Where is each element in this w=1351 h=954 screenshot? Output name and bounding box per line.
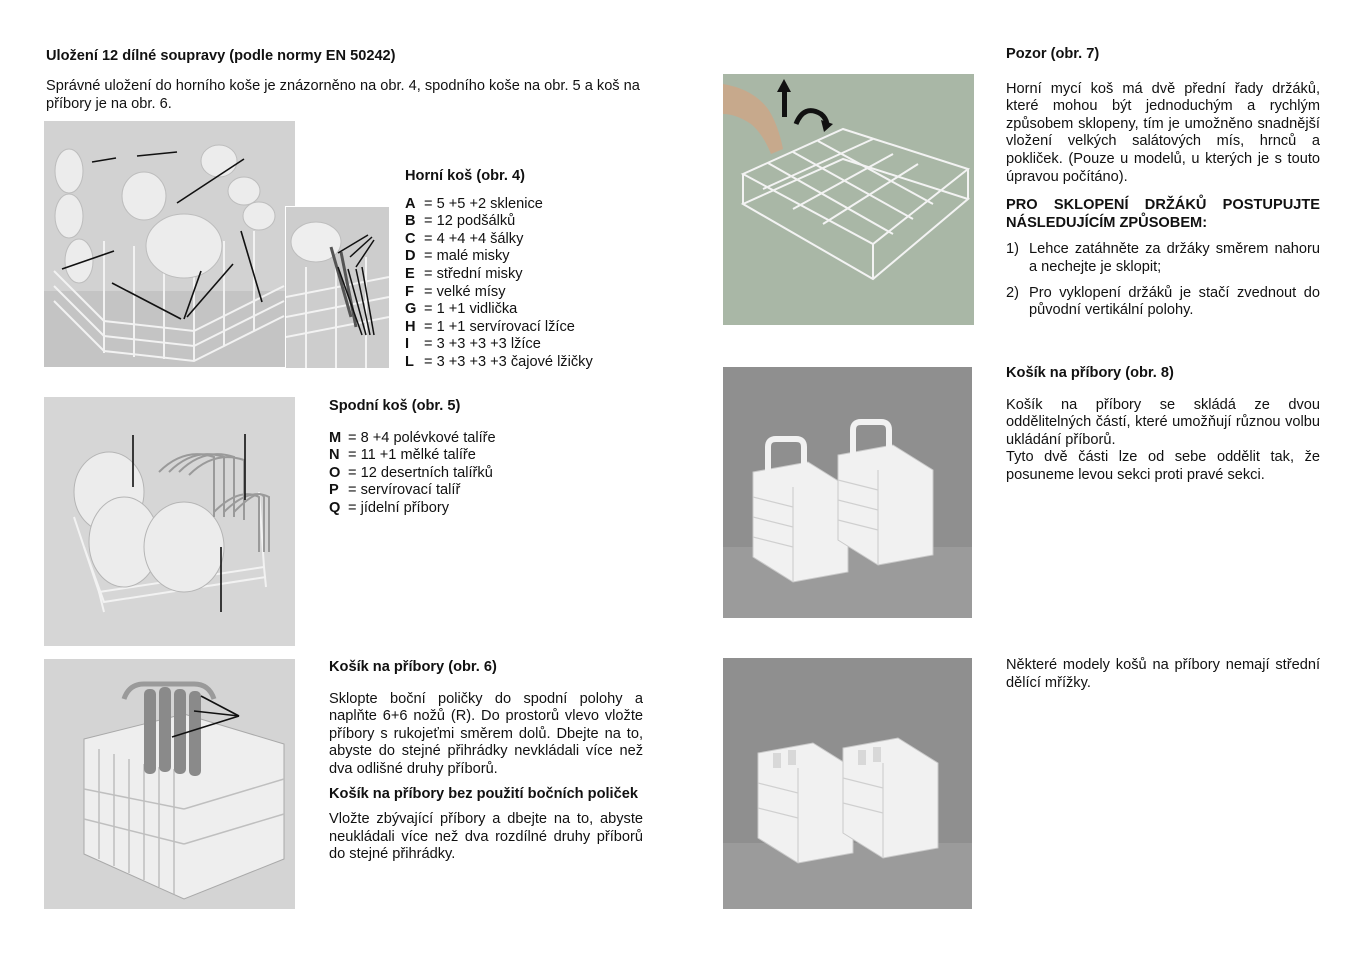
legend-item: D = malé misky [405,248,510,265]
legend-item: M = 8 +4 polévkové talíře [329,429,496,446]
instruction-heading: PRO SKLOPENÍ DRŽÁKŮ POSTUPUJTE NÁSLEDUJÍCÍM ZPŮSOBEM: [1006,197,1320,231]
upper-rack-heading: Horní koš (obr. 4) [405,168,526,184]
legend-item: O = 12 desertních talířků [329,464,493,481]
step-item: 1) Lehce zatáhněte za držáky směrem nahoru a nechejte je sklopit; [1006,241,1320,275]
legend-item: A = 5 +5 +2 sklenice [405,195,543,212]
upper-rack-legend [405,168,655,372]
legend-item: Q = jídelní příbory [329,499,449,516]
cutlery-basket-no-grid-photo [723,658,972,909]
caution-section [1006,46,1320,320]
cutlery-basket-parts-photo [723,367,972,618]
legend-item: P = servírovací talíř [329,482,461,499]
legend-item: G = 1 +1 vidlička [405,301,518,318]
basket-heading: Košík na příbory (obr. 8) [1006,365,1174,381]
upper-rack-inset-photo [285,206,390,369]
cutlery-sub-paragraph: Vložte zbývající příbory a dbejte na to, abyste neukládali více než dva rozdílné druhy příborů do stejné přihrádky. [329,811,643,863]
section-title: Uložení 12 dílné soupravy (podle normy EN 50242) [46,48,396,64]
basket-paragraph-1: Košík na příbory se skládá ze dvou oddělitelných částí, které umožňují různou volbu ukládání příborů. [1006,396,1320,448]
caution-paragraph: Horní mycí koš má dvě přední řady držáků, které mohou být jednoduchým a rychlým způsobem sklopeny, tím je umožněno snadnější vložení velkých salátových mís, hrnců a pokliček. (Pouze u modelů, u kterých je s touto úpravou počítáno). [1006,80,1320,185]
basket-paragraph-2: Tyto dvě části lze od sebe oddělit tak, že posuneme levou sekci proti pravé sekci. [1006,449,1320,483]
cutlery-heading: Košík na příbory (obr. 6) [329,659,497,675]
caution-heading: Pozor (obr. 7) [1006,46,1100,62]
note-paragraph: Některé modely košů na příbory nemají střední dělící mřížky. [1006,657,1320,691]
intro-paragraph: Správné uložení do horního koše je znázorněno na obr. 4, spodního koše na obr. 5 a koš na příbory je na obr. 6. [46,78,640,112]
lower-rack-legend [329,398,629,518]
legend-item: H = 1 +1 servírovací lžíce [405,318,575,335]
upper-rack-photo [44,121,295,367]
upper-basket-photo [723,74,974,325]
legend-item: I = 3 +3 +3 +3 lžíce [405,336,541,353]
legend-item: C = 4 +4 +4 šálky [405,230,524,247]
legend-item: N = 11 +1 mělké talíře [329,447,476,464]
lower-rack-photo [44,397,295,646]
lower-rack-heading: Spodní koš (obr. 5) [329,398,461,414]
cutlery-sub-heading: Košík na příbory bez použití bočních poliček [329,785,638,802]
legend-item: F = velké mísy [405,283,506,300]
legend-item: B = 12 podšálků [405,213,516,230]
legend-item: E = střední misky [405,265,523,282]
cutlery-paragraph: Sklopte boční poličky do spodní polohy a naplňte 6+6 nožů (R). Do prostorů vlevo vložte příbory s rukojeťmi směrem dolů. Dbejte na to, abyste do stejné přihrádky nevkládali více než dva odlišné druhy příborů. [329,690,643,777]
basket-section [1006,365,1320,485]
legend-item: L = 3 +3 +3 +3 čajové lžičky [405,353,593,370]
step-item: 2) Pro vyklopení držáků je stačí zvednout do původní vertikální polohy. [1006,284,1320,319]
cutlery-basket-photo [44,659,295,909]
cutlery-section [329,659,643,864]
